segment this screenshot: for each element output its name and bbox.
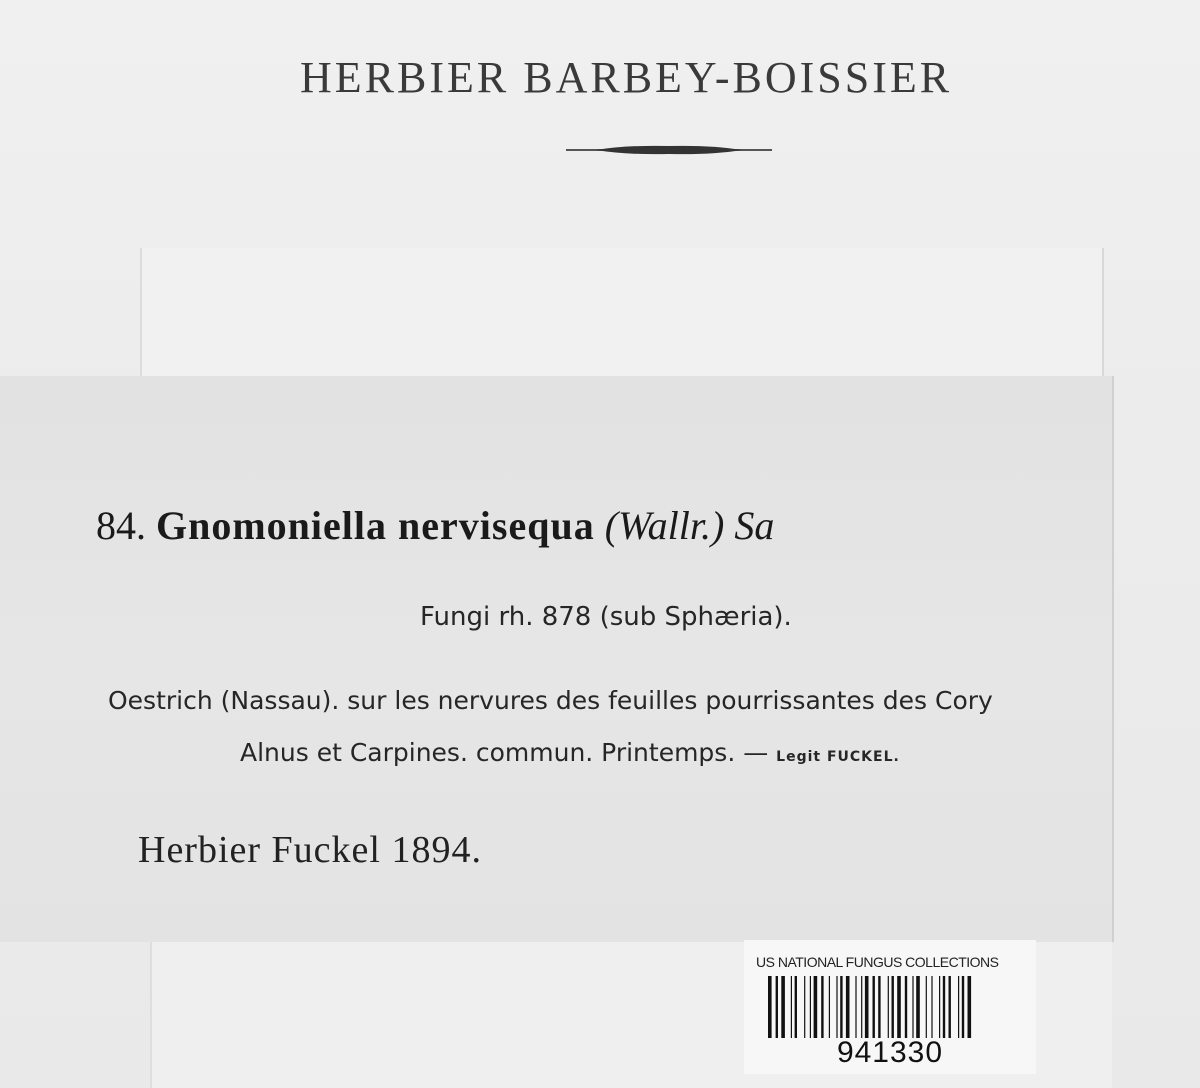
barcode-bar <box>814 976 818 1038</box>
species-name: Gnomoniella nervisequa <box>156 503 595 548</box>
barcode-bar <box>791 976 792 1038</box>
barcode-bar <box>892 976 894 1038</box>
locality-line-2 <box>240 738 900 767</box>
barcode-bar <box>926 976 927 1038</box>
barcode-bar <box>962 976 964 1038</box>
locality-text: Alnus et Carpines. commun. Printemps. — <box>240 738 777 767</box>
barcode-bar <box>931 976 932 1038</box>
specimen-label <box>0 376 1114 942</box>
barcode-bar <box>836 976 837 1038</box>
barcode-bar <box>855 976 856 1038</box>
barcode-icon <box>768 976 1010 1038</box>
barcode-bar <box>795 976 797 1038</box>
herbarium-source: Herbier Fuckel 1894. <box>138 829 482 871</box>
barcode-bar <box>905 976 907 1038</box>
barcode-bar <box>888 976 889 1038</box>
barcode-bar <box>821 976 823 1038</box>
barcode-bar <box>840 976 842 1038</box>
decorative-rule <box>566 142 772 158</box>
collector-name: Legit FUCKEL. <box>776 749 900 765</box>
barcode-bar <box>897 976 901 1038</box>
barcode-bar <box>912 976 913 1038</box>
species-line <box>96 502 774 549</box>
barcode-bar <box>949 976 951 1038</box>
barcode-bar <box>804 976 805 1038</box>
locality-line-1: Oestrich (Nassau). sur les nervures des feuilles pourrissantes des Cory <box>108 686 993 715</box>
barcode-bar <box>861 976 862 1038</box>
reference-line: Fungi rh. 878 (sub Sphæria). <box>420 602 792 632</box>
species-author: (Wallr.) Sa <box>604 503 775 548</box>
barcode-bar <box>781 976 785 1038</box>
barcode-bar <box>916 976 920 1038</box>
barcode-bar <box>768 976 772 1038</box>
barcode-bar <box>958 976 959 1038</box>
barcode-bar <box>846 976 850 1038</box>
barcode-bar <box>865 976 869 1038</box>
herbarium-title: HERBIER BARBEY-BOISSIER <box>300 53 953 102</box>
barcode-bar <box>968 976 972 1038</box>
exsiccata-number: 84. <box>96 503 146 548</box>
barcode-label <box>744 940 1036 1074</box>
barcode-bar <box>873 976 875 1038</box>
barcode-bar <box>776 976 778 1038</box>
barcode-bar <box>878 976 880 1038</box>
barcode-number: 941330 <box>836 1036 944 1069</box>
barcode-institution: US NATIONAL FUNGUS COLLECTIONS <box>756 954 999 970</box>
barcode-bar <box>810 976 811 1038</box>
barcode-bar <box>829 976 830 1038</box>
barcode-bar <box>939 976 940 1038</box>
barcode-bar <box>943 976 945 1038</box>
